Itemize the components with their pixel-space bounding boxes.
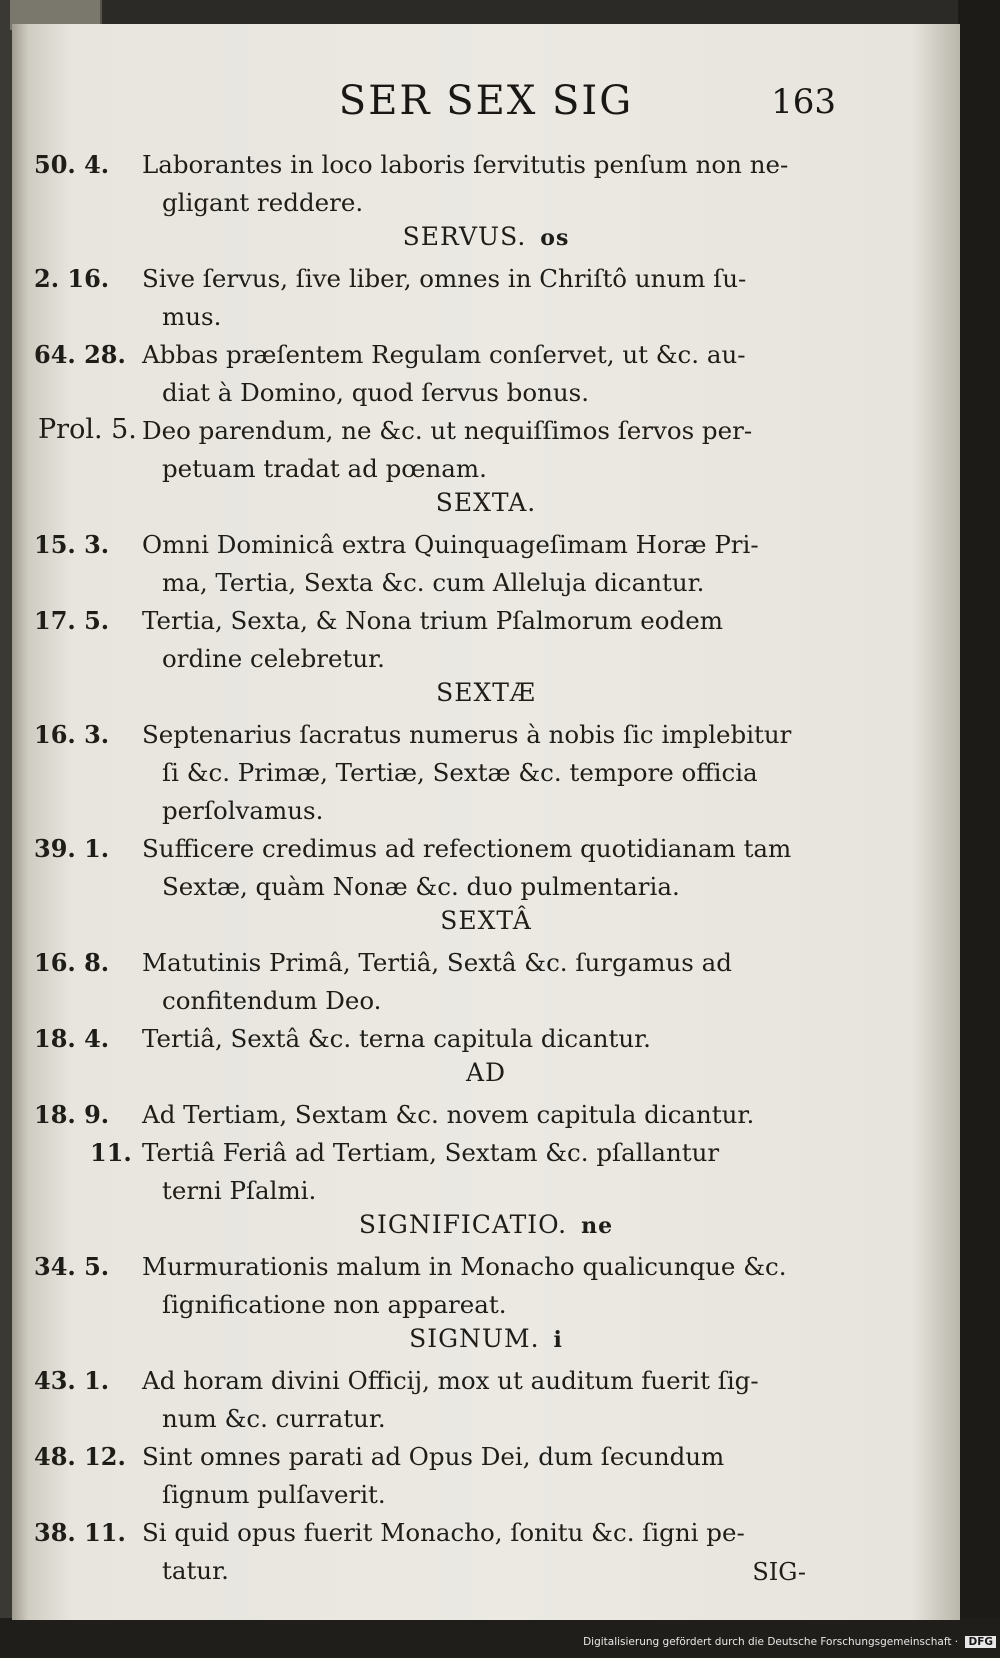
entry-text: Murmurationis malum in Monacho qualicunque &c.: [142, 1252, 787, 1281]
page-header: [12, 64, 960, 124]
entry-reference: 48. 12.: [34, 1442, 126, 1471]
entry-reference: 16. 3.: [34, 720, 110, 749]
scan-border-left: [0, 0, 12, 1658]
heading-mark: i: [553, 1327, 563, 1353]
catchword: SIG-: [752, 1558, 806, 1586]
index-entry: [12, 602, 960, 640]
entry-reference: 43. 1.: [34, 1366, 110, 1395]
entry-continuation: [12, 298, 960, 336]
entry-text: Matutinis Primâ, Tertiâ, Sextâ &c. ſurgamus ad: [142, 948, 732, 977]
entry-text: Omni Dominicâ extra Quinquageſimam Horæ Pri-: [142, 530, 759, 559]
entry-reference: 11.: [90, 1138, 132, 1167]
heading-text: SIGNIFICATIO.: [358, 1210, 568, 1239]
entry-reference: Prol. 5.: [38, 414, 137, 445]
entry-text: mus.: [162, 302, 222, 331]
heading-text: SEXTÆ: [436, 678, 536, 707]
entry-continuation: [12, 374, 960, 412]
running-head: SER SEX SIG: [338, 78, 634, 124]
entry-text: Ad Tertiam, Sextam &c. novem capitula dicantur.: [142, 1100, 755, 1129]
entry-text: ſignum pulſaverit.: [162, 1480, 386, 1509]
section-heading: [12, 906, 960, 944]
entry-text: tatur.: [162, 1556, 229, 1585]
entry-reference: 18. 9.: [34, 1100, 110, 1129]
entry-continuation: [12, 754, 960, 792]
index-entry: [12, 1362, 960, 1400]
section-heading: [12, 488, 960, 526]
entry-continuation: [12, 868, 960, 906]
entry-continuation: [12, 1286, 960, 1324]
entry-reference: 18. 4.: [34, 1024, 110, 1053]
entry-text: Abbas præſentem Regulam conſervet, ut &c. au-: [142, 340, 746, 369]
index-entry: [12, 1514, 960, 1552]
entry-text: Tertiâ Feriâ ad Tertiam, Sextam &c. pſallantur: [142, 1138, 720, 1167]
dfg-logo: DFG: [965, 1636, 996, 1648]
book-page: [12, 24, 960, 1620]
entry-text: Sextæ, quàm Nonæ &c. duo pulmentaria.: [162, 872, 680, 901]
heading-text: SIGNUM.: [409, 1324, 540, 1353]
entry-text: gligant reddere.: [162, 188, 364, 217]
index-entry: [12, 526, 960, 564]
entry-text: Sive ſervus, ſive liber, omnes in Chriſtô unum ſu-: [142, 264, 747, 293]
index-entry: [12, 944, 960, 982]
entry-text: Sint omnes parati ad Opus Dei, dum ſecundum: [142, 1442, 725, 1471]
section-heading: [12, 1210, 960, 1248]
entry-text: ſi &c. Primæ, Tertiæ, Sextæ &c. tempore officia: [162, 758, 758, 787]
entry-text: ſignificatione non appareat.: [162, 1290, 507, 1319]
entry-continuation: [12, 982, 960, 1020]
entry-continuation: [12, 1400, 960, 1438]
index-entry: [12, 1134, 960, 1172]
index-entry: [12, 146, 960, 184]
index-entries: [12, 146, 960, 1590]
index-entry: [12, 412, 960, 450]
entry-continuation: [12, 1476, 960, 1514]
digitization-footer: [583, 1636, 996, 1648]
entry-reference: 34. 5.: [34, 1252, 110, 1281]
entry-reference: 17. 5.: [34, 606, 110, 635]
page-number: 163: [771, 82, 836, 122]
entry-continuation: [12, 640, 960, 678]
section-heading: [12, 222, 960, 260]
entry-text: Tertia, Sexta, & Nona trium Pſalmorum eodem: [142, 606, 723, 635]
index-entry: [12, 830, 960, 868]
entry-continuation: [12, 450, 960, 488]
entry-reference: 38. 11.: [34, 1518, 126, 1547]
entry-text: Septenarius ſacratus numerus à nobis ſic implebitur: [142, 720, 792, 749]
entry-text: Laborantes in loco laboris ſervitutis penſum non ne-: [142, 150, 789, 179]
heading-mark: ne: [581, 1213, 614, 1239]
heading-text: AD: [465, 1058, 507, 1087]
entry-text: petuam tradat ad pœnam.: [162, 454, 487, 483]
entry-text: Sufficere credimus ad refectionem quotidianam tam: [142, 834, 792, 863]
entry-text: ma, Tertia, Sexta &c. cum Alleluja dicantur.: [162, 568, 705, 597]
entry-text: diat à Domino, quod ſervus bonus.: [162, 378, 590, 407]
entry-continuation: [12, 1552, 960, 1590]
index-entry: [12, 716, 960, 754]
entry-text: Deo parendum, ne &c. ut nequiſſimos ſervos per-: [142, 416, 753, 445]
entry-reference: 50. 4.: [34, 150, 110, 179]
section-heading: [12, 1058, 960, 1096]
heading-text: SERVUS.: [402, 222, 527, 251]
entry-reference: 64. 28.: [34, 340, 126, 369]
section-heading: [12, 678, 960, 716]
entry-continuation: [12, 1172, 960, 1210]
section-heading: [12, 1324, 960, 1362]
entry-text: Si quid opus fuerit Monacho, ſonitu &c. ſigni pe-: [142, 1518, 745, 1547]
heading-mark: os: [540, 225, 570, 251]
footer-credit: Digitalisierung gefördert durch die Deutsche Forschungsgemeinschaft ·: [583, 1636, 959, 1648]
index-entry: [12, 260, 960, 298]
heading-text: SEXTÂ: [440, 906, 532, 935]
entry-continuation: [12, 792, 960, 830]
entry-reference: 16. 8.: [34, 948, 110, 977]
entry-reference: 2. 16.: [34, 264, 110, 293]
index-entry: [12, 1438, 960, 1476]
index-entry: [12, 1096, 960, 1134]
entry-text: perſolvamus.: [162, 796, 324, 825]
entry-text: ordine celebretur.: [162, 644, 385, 673]
heading-text: SEXTA.: [435, 488, 537, 517]
entry-text: confitendum Deo.: [162, 986, 382, 1015]
index-entry: [12, 1248, 960, 1286]
entry-reference: 15. 3.: [34, 530, 110, 559]
entry-text: Tertiâ, Sextâ &c. terna capitula dicantur.: [142, 1024, 651, 1053]
entry-reference: 39. 1.: [34, 834, 110, 863]
index-entry: [12, 1020, 960, 1058]
entry-text: terni Pſalmi.: [162, 1176, 317, 1205]
entry-continuation: [12, 564, 960, 602]
index-entry: [12, 336, 960, 374]
scan-border-right: [958, 0, 1000, 1658]
entry-text: Ad horam divini Officij, mox ut auditum fuerit ſig-: [142, 1366, 759, 1395]
entry-text: num &c. curratur.: [162, 1404, 386, 1433]
entry-continuation: [12, 184, 960, 222]
